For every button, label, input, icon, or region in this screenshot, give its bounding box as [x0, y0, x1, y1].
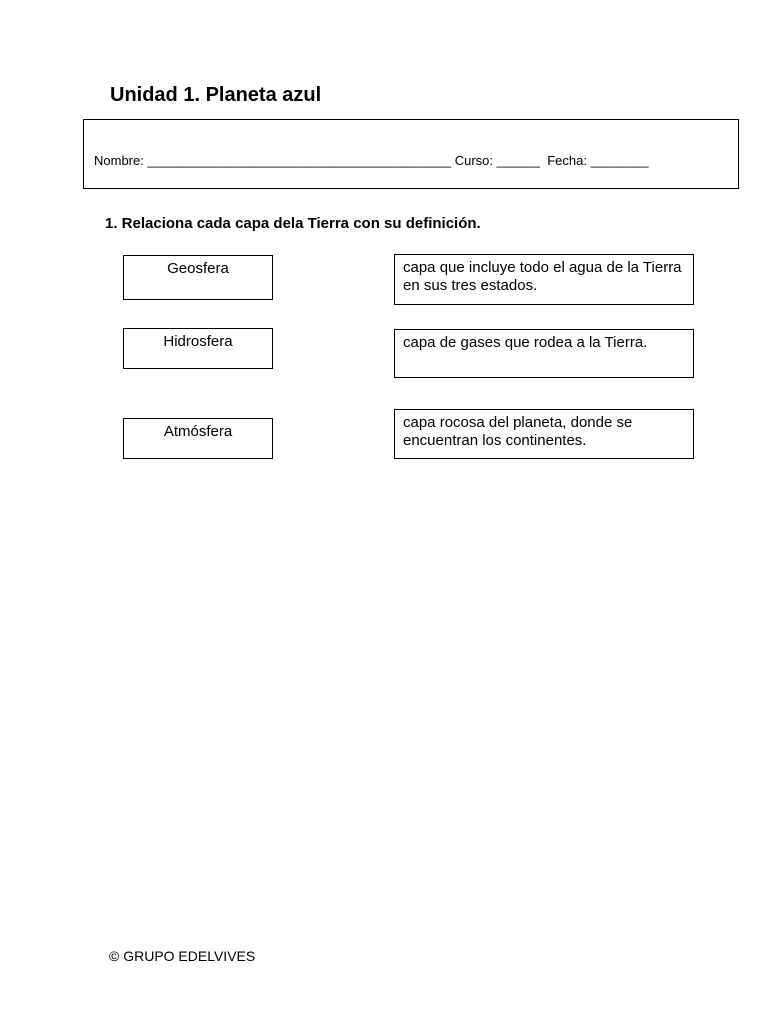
term-box-geosfera: Geosfera	[123, 255, 273, 300]
term-box-hidrosfera: Hidrosfera	[123, 328, 273, 369]
copyright-footer: © GRUPO EDELVIVES	[109, 948, 256, 964]
question-1: 1. Relaciona cada capa dela Tierra con su definición.	[105, 215, 481, 232]
student-info-line: Nombre: __________________________________________ Curso: ______ Fecha: ________	[94, 153, 649, 168]
definition-box-agua: capa que incluye todo el agua de la Tierra en sus tres estados.	[394, 254, 694, 305]
definition-box-gases: capa de gases que rodea a la Tierra.	[394, 329, 694, 378]
page-title: Unidad 1. Planeta azul	[110, 84, 322, 106]
definition-box-rocosa: capa rocosa del planeta, donde se encuentran los continentes.	[394, 409, 694, 459]
student-info-box	[83, 119, 739, 189]
term-box-atmosfera: Atmósfera	[123, 418, 273, 459]
